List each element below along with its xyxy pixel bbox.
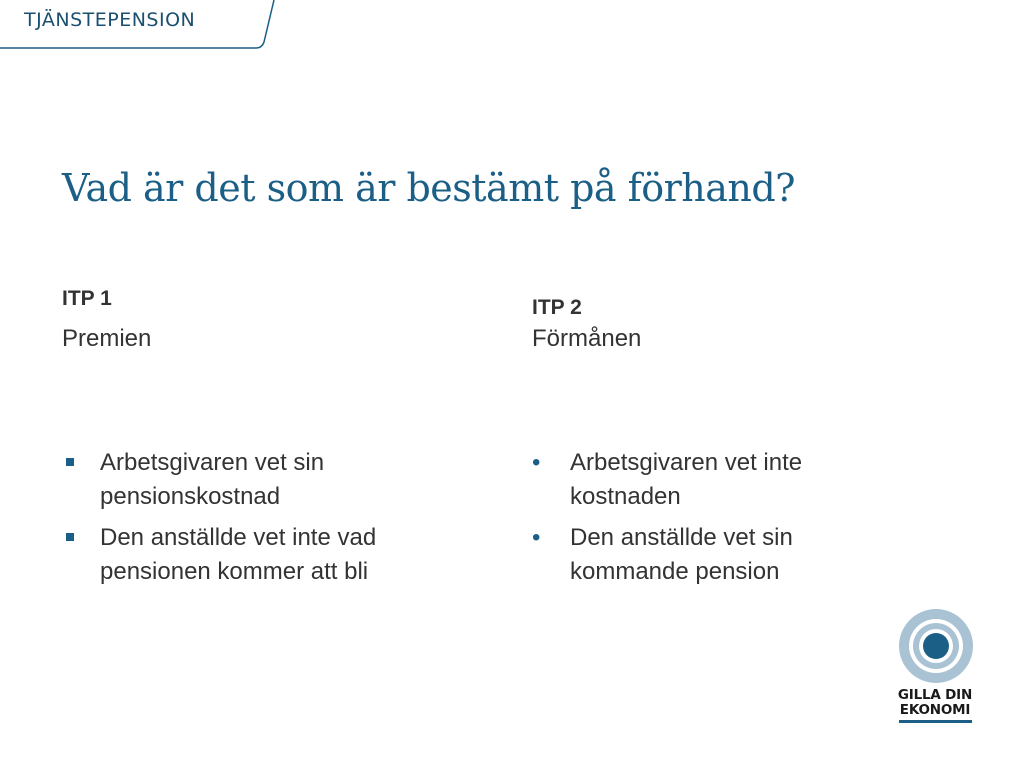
header-tab — [0, 0, 290, 56]
right-column-subheading: Förmånen — [532, 325, 642, 352]
square-bullet-icon — [66, 458, 74, 466]
right-column-heading: ITP 2 — [532, 296, 582, 319]
list-item — [532, 521, 892, 589]
left-column-subheading: Premien — [62, 325, 152, 352]
logo-line-2: EKONOMI — [899, 702, 971, 718]
list-item — [62, 446, 472, 514]
bullet-text: Den anställde vet sin kommande pension — [570, 524, 793, 585]
square-bullet-icon — [66, 533, 74, 541]
bullet-text: Den anställde vet inte vad pensionen kommer att bli — [100, 524, 377, 585]
list-item — [532, 446, 892, 514]
logo-line-1: GILLA DIN — [897, 687, 973, 703]
header-label: TJÄNSTEPENSION — [24, 9, 196, 31]
slide-title: Vad är det som är bestämt på förhand? — [62, 166, 796, 210]
target-rings-icon — [896, 608, 978, 688]
dot-bullet-icon: • — [532, 524, 541, 551]
list-item — [62, 521, 472, 589]
bullet-text: Arbetsgivaren vet inte kostnaden — [570, 449, 803, 510]
right-bullet-list — [532, 446, 892, 596]
bullet-text: Arbetsgivaren vet sin pensionskostnad — [100, 449, 325, 510]
left-column-heading: ITP 1 — [62, 287, 112, 310]
logo-text — [896, 688, 974, 718]
gilla-din-ekonomi-logo — [896, 608, 978, 728]
logo-underline — [899, 720, 972, 723]
left-bullet-list — [62, 446, 472, 596]
dot-bullet-icon: • — [532, 449, 541, 476]
